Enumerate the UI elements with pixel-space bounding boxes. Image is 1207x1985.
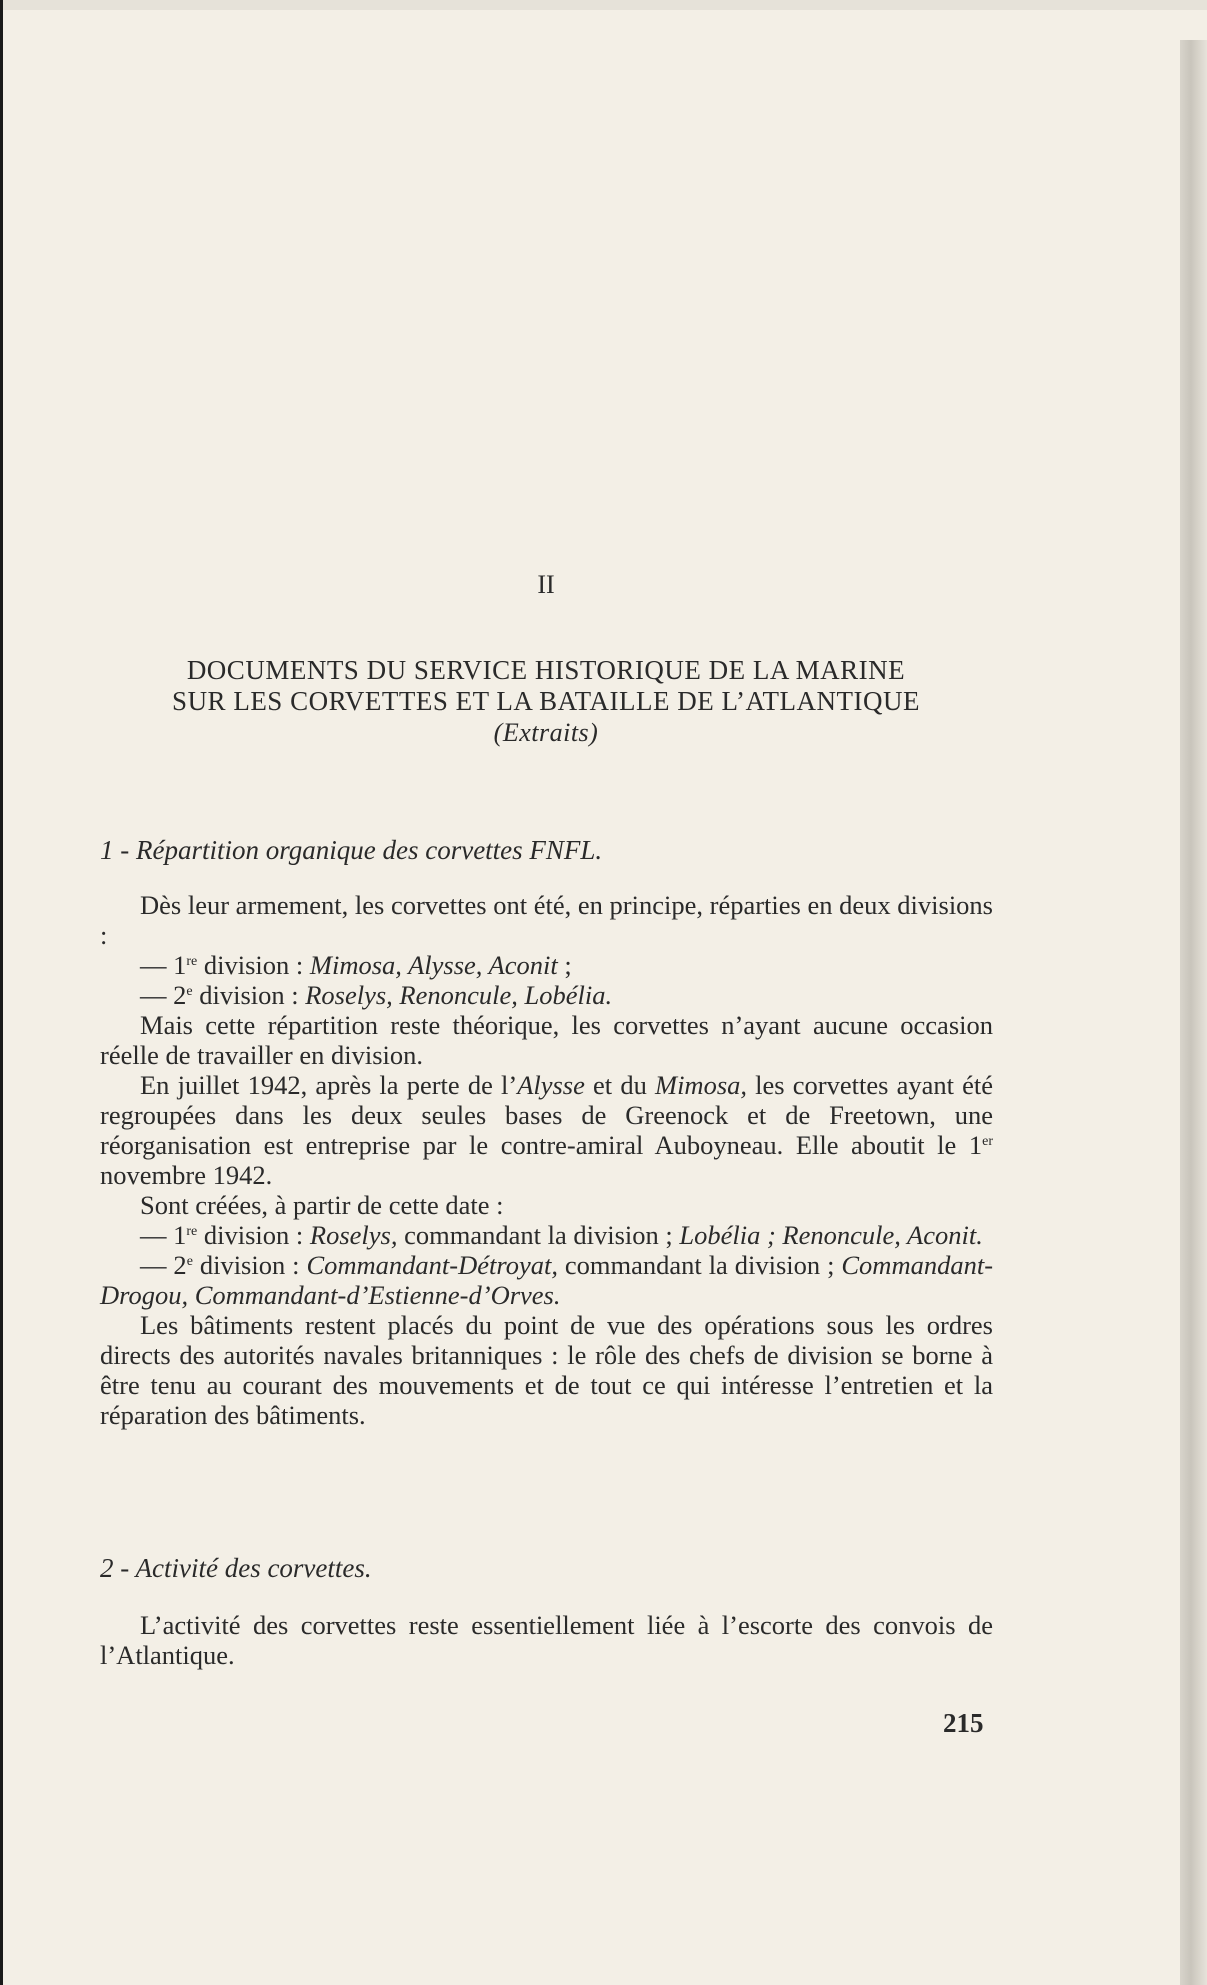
heading-subtitle: (Extraits)	[493, 718, 599, 747]
section-1-paragraph-3: En juillet 1942, après la perte de l’Alysse et du Mimosa, les corvettes ayant été regroupées dans les deux seules bases de Greenock et de Freetown, une réorganisation est entreprise par le contre-amiral Auboyneau. Elle aboutit le 1er novembre 1942.	[100, 1070, 994, 1190]
heading-line-1: DOCUMENTS DU SERVICE HISTORIQUE DE LA MARINE	[186, 655, 906, 685]
section-1-paragraph-1: Dès leur armement, les corvettes ont été, en principe, réparties en deux divisions :	[100, 890, 993, 950]
original-division-2: — 2e division : Roselys, Renoncule, Lobélia.	[140, 980, 613, 1010]
new-division-1: — 1re division : Roselys, commandant la division ; Lobélia ; Renoncule, Aconit.	[140, 1220, 983, 1250]
section-1-paragraph-2: Mais cette répartition reste théorique, les corvettes n’ayant aucune occasion réelle de travailler en division.	[100, 1010, 993, 1070]
new-division-2: — 2e division : Commandant-Détroyat, commandant la division ; Commandant-Drogou, Commandant-d’Estienne-d’Orves.	[100, 1250, 994, 1310]
scan-right-edge	[1180, 40, 1207, 1985]
heading-line-2: SUR LES CORVETTES ET LA BATAILLE DE L’ATLANTIQUE	[172, 686, 920, 716]
section-1-paragraph-5: Les bâtiments restent placés du point de vue des opérations sous les ordres directs des autorités navales britanniques : le rôle des chefs de division se borne à être tenu au courant des mouvements et de tout ce qui intéresse l’entretien et la réparation des bâtiments.	[100, 1310, 993, 1430]
original-division-1: — 1re division : Mimosa, Alysse, Aconit ;	[140, 950, 572, 980]
document-heading	[98, 655, 994, 748]
section-2-paragraph-1: L’activité des corvettes reste essentiellement liée à l’escorte des convois de l’Atlantique.	[100, 1610, 993, 1670]
scan-left-border	[0, 0, 3, 1985]
chapter-number: II	[537, 570, 555, 599]
section-1-body	[100, 890, 993, 1430]
page-number: 215	[943, 1708, 984, 1738]
section-1-paragraph-4: Sont créées, à partir de cette date :	[140, 1190, 504, 1220]
scan-top-edge	[0, 0, 1207, 10]
section-2-title: 2 - Activité des corvettes.	[100, 1553, 372, 1583]
section-2-body	[100, 1610, 993, 1670]
section-1-title: 1 - Répartition organique des corvettes FNFL.	[100, 835, 603, 865]
